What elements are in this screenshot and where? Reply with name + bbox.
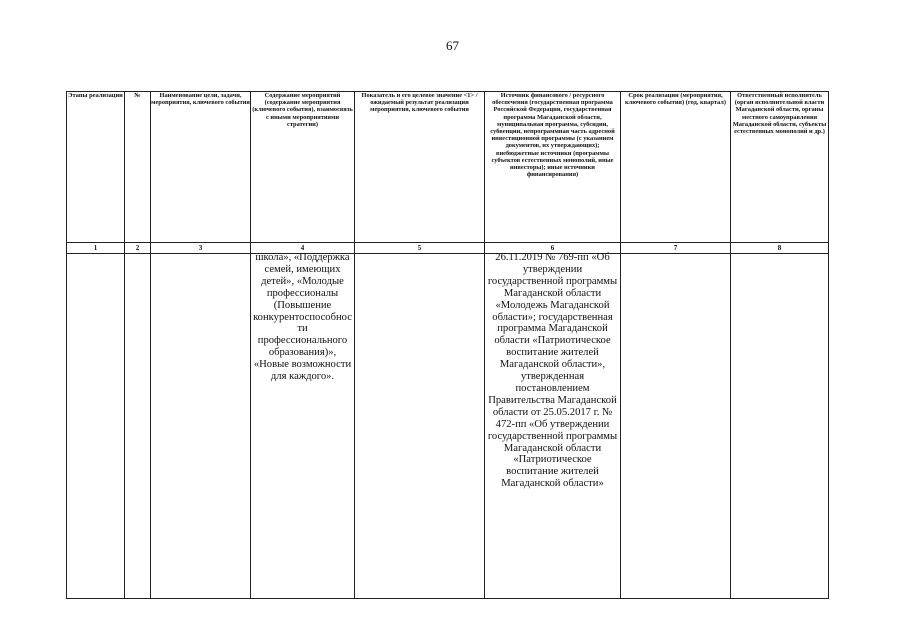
cell-number [125, 254, 151, 599]
strategy-table [66, 91, 829, 599]
header-cell-number: № [125, 92, 151, 243]
cell-stages [67, 254, 125, 599]
header-cell-name: Наименование цели, задачи, мероприятия, ключевого события [151, 92, 251, 243]
header-cell-funding-source: Источник финансового / ресурсного обеспечения (государственная программа Российской Федерации, государственная программа Магаданской области, муниципальная программа, субсидии, субвенции, непрограммная часть адресной инвестиционной программы (с указанием документов, их утверждающих); внебюджетные источники (программы субъектов естественных монополий, иные инвесторы); иные источники финансирования) [485, 92, 621, 243]
cell-indicator [355, 254, 485, 599]
header-cell-responsible: Ответственный исполнитель (орган исполнительной власти Магаданской области, органы местного самоуправления Магаданской области, субъекты естественных монополий и др.) [731, 92, 829, 243]
cell-responsible [731, 254, 829, 599]
page-number: 67 [446, 38, 459, 53]
column-number: 2 [125, 243, 151, 254]
header-cell-deadline: Срок реализации (мероприятия, ключевого события) (год, квартал) [621, 92, 731, 243]
column-number: 5 [355, 243, 485, 254]
cell-content [251, 254, 355, 599]
column-number: 3 [151, 243, 251, 254]
header-cell-indicator: Показатель и его целевое значение <1> /ожидаемый результат реализации мероприятия, ключевого события [355, 92, 485, 243]
header-cell-stages: Этапы реализации [67, 92, 125, 243]
header-cell-content: Содержание мероприятий (содержание мероприятия (ключевого события), взаимосвязь с иными мероприятиями стратегии) [251, 92, 355, 243]
header-row [67, 92, 829, 243]
cell-name [151, 254, 251, 599]
cell-deadline [621, 254, 731, 599]
cell-funding-source [485, 254, 621, 599]
content-text: школа», «Поддержка семей, имеющих детей», «Молодые профессионалы (Повышение конкурентоспособнос ти профессионального образования)», «Новые возможности для каждого». [253, 252, 352, 383]
column-number: 7 [621, 243, 731, 254]
table-row [67, 254, 829, 599]
funding-source-text: 26.11.2019 № 769-пп «Об утверждении государственной программы Магаданской области «Молодежь Магаданской области»; государственная программа Магаданской области «Патриотическое воспитание жителей Магаданской области», утвержденная постановлением Правительства Магаданской области от 25.05.2017 г. № 472-пп «Об утверждении государственной программы Магаданской области «Патриотическое воспитание жителей Магаданской области» [487, 252, 618, 490]
column-number: 1 [67, 243, 125, 254]
column-number: 4 [251, 243, 355, 254]
column-number: 6 [485, 243, 621, 254]
column-number: 8 [731, 243, 829, 254]
